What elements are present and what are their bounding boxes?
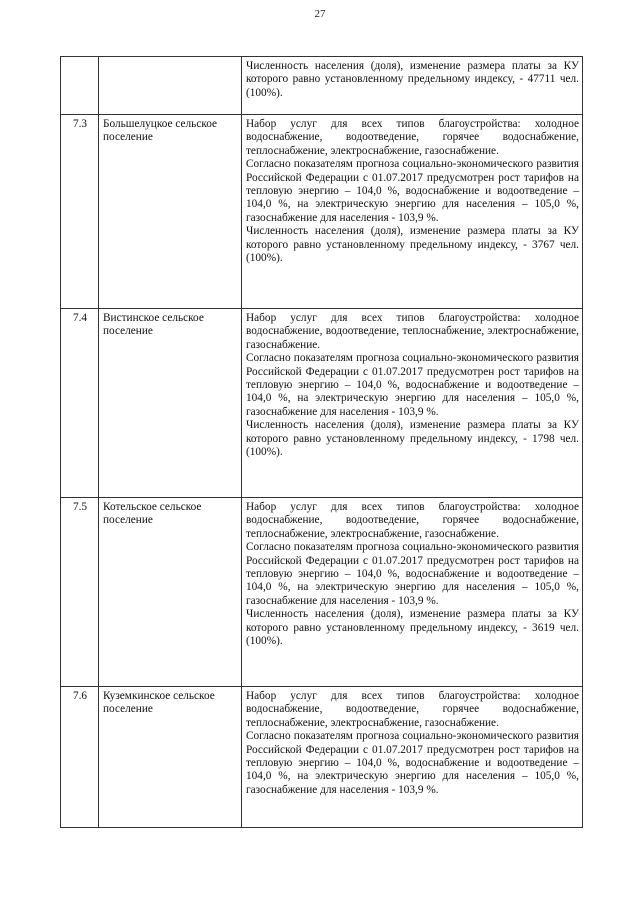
settlement-name: Куземкинское сельское поселение — [99, 687, 242, 828]
tariff-paragraph: Согласно показателям прогноза социально-экономического развития Российской Федерации с 01.07.2017 предусмотрен рост тарифов на тепловую энергию – 104,0 %, водоснабжение и водоотведение – 104,0 %, на электрическую энергию для населения – 105,0 %, газоснабжение для населения - 103,9 %. — [246, 352, 579, 418]
row-description — [242, 498, 583, 687]
population-paragraph: Численность населения (доля), изменение размера платы за КУ которого равно установленному предельному индексу, - 47711 чел. (100%). — [246, 60, 579, 99]
population-paragraph: Численность населения (доля), изменение размера платы за КУ которого равно установленному предельному индексу, - 3767 чел. (100%). — [246, 225, 579, 265]
table-row — [61, 115, 583, 309]
services-paragraph: Набор услуг для всех типов благоустройства: холодное водоснабжение, водоотведение, горячее водоснабжение, теплоснабжение, электроснабжение, газоснабжение. — [246, 501, 579, 540]
tariff-paragraph: Согласно показателям прогноза социально-экономического развития Российской Федерации с 01.07.2017 предусмотрен рост тарифов на тепловую энергию – 104,0 %, водоснабжение и водоотведение – 104,0 %, на электрическую энергию для населения – 105,0 %, газоснабжение для населения - 103,9 %. — [246, 158, 579, 224]
services-paragraph: Набор услуг для всех типов благоустройства: холодное водоснабжение, водоотведение, теплоснабжение, электроснабжение, газоснабжение. — [246, 312, 579, 351]
table-row — [61, 498, 583, 687]
page-number: 27 — [314, 8, 326, 20]
settlement-name — [99, 57, 242, 115]
row-description — [242, 57, 583, 115]
population-paragraph: Численность населения (доля), изменение размера платы за КУ которого равно установленному предельному индексу, - 1798 чел. (100%). — [246, 419, 579, 459]
population-paragraph: Численность населения (доля), изменение размера платы за КУ которого равно установленному предельному индексу, - 3619 чел. (100%). — [246, 608, 579, 648]
row-number: 7.4 — [61, 309, 99, 498]
settlements-table — [60, 56, 583, 828]
services-paragraph: Набор услуг для всех типов благоустройства: холодное водоснабжение, водоотведение, горячее водоснабжение, теплоснабжение, электроснабжение, газоснабжение. — [246, 690, 579, 729]
services-paragraph: Набор услуг для всех типов благоустройства: холодное водоснабжение, водоотведение, горячее водоснабжение, теплоснабжение, электроснабжение, газоснабжение. — [246, 118, 579, 157]
tariff-paragraph: Согласно показателям прогноза социально-экономического развития Российской Федерации с 01.07.2017 предусмотрен рост тарифов на тепловую энергию – 104,0 %, водоснабжение и водоотведение – 104,0 %, на электрическую энергию для населения – 105,0 %, газоснабжение для населения - 103,9 %. — [246, 730, 579, 796]
row-description — [242, 309, 583, 498]
settlement-name: Котельское сельское поселение — [99, 498, 242, 687]
row-description — [242, 687, 583, 828]
settlement-name: Большелуцкое сельское поселение — [99, 115, 242, 309]
row-description — [242, 115, 583, 309]
row-number: 7.6 — [61, 687, 99, 828]
tariff-paragraph: Согласно показателям прогноза социально-экономического развития Российской Федерации с 01.07.2017 предусмотрен рост тарифов на тепловую энергию – 104,0 %, водоснабжение и водоотведение – 104,0 %, на электрическую энергию для населения – 105,0 %, газоснабжение для населения - 103,9 %. — [246, 541, 579, 607]
row-number — [61, 57, 99, 115]
row-number: 7.3 — [61, 115, 99, 309]
row-number: 7.5 — [61, 498, 99, 687]
table-row — [61, 309, 583, 498]
table-row — [61, 687, 583, 828]
table-row — [61, 57, 583, 115]
settlement-name: Вистинское сельское поселение — [99, 309, 242, 498]
